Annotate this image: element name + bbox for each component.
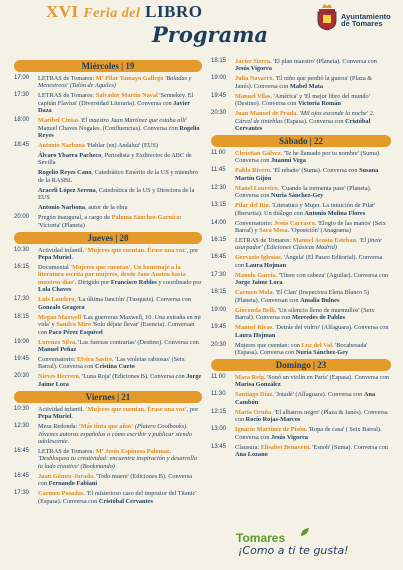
- entry-time: [14, 204, 38, 211]
- entry-description: [38, 473, 202, 488]
- entry-text-part: .: [71, 254, 73, 262]
- entry-text-part: . 'Las fuerzas contrarias' (Destino). Conversa con: [75, 338, 199, 346]
- entry-description: [38, 356, 202, 371]
- entry-text-part: Mara Reig: [235, 373, 264, 381]
- entry-text-part: Clausura:: [235, 443, 261, 451]
- entry-description: [38, 92, 202, 114]
- entry-description: [38, 117, 202, 139]
- entry-description: [38, 187, 202, 202]
- entry-text-part: Juanmi Vega: [271, 157, 306, 165]
- entry-time: 18:15: [211, 58, 227, 64]
- entry-description: [38, 314, 202, 336]
- entry-text-part: Santiago Díaz: [235, 391, 273, 399]
- entry-text-part: LETRAS de Tomares:: [38, 92, 96, 100]
- day-header: Sábado | 22: [211, 135, 391, 147]
- entry-description: [38, 142, 202, 149]
- entry-text-part: Mujeres que cuentan: con: [235, 341, 302, 349]
- entry-description: [38, 296, 202, 311]
- entry-description: [235, 391, 391, 406]
- entry-text-part: , autor de la obra: [85, 204, 128, 212]
- entry-text-part: . Dirigido por: [74, 278, 111, 286]
- fair-title-libro: LIBRO: [145, 2, 203, 21]
- entry-time: 17:30: [14, 296, 30, 303]
- entry-text-part: Jesús Carrasco: [274, 219, 315, 227]
- schedule-entry: [211, 409, 391, 424]
- entry-time: 19:00: [211, 306, 227, 313]
- entry-text-part: (Platero Coolbooks). Jóvenes autoras españolas o cómo escribir y publicar siendo adolescente.: [38, 423, 192, 445]
- schedule-entry: [211, 202, 391, 217]
- entry-text-part: Christian Gálvez: [235, 150, 281, 158]
- entry-description: [235, 444, 391, 459]
- entry-description: [235, 202, 391, 217]
- entry-description: [235, 342, 391, 357]
- entry-text-part: Manolo García: [235, 271, 276, 279]
- entry-description: [235, 254, 391, 269]
- entry-text-part: Lola Chaves: [38, 286, 72, 294]
- entry-text-part: . 'Detrás del vidrio' (Alfaguara). Conversa con: [272, 324, 389, 332]
- entry-time: [14, 152, 38, 167]
- entry-time: 13:15: [211, 202, 227, 209]
- entry-text-part: Mercedes de Pablos: [292, 314, 346, 322]
- entry-description: [38, 152, 202, 167]
- schedule-entry: [211, 237, 391, 252]
- entry-text-part: Actividad infantil.: [38, 246, 86, 254]
- entry-text-part: Laura Hojman: [235, 331, 276, 339]
- entry-description: [235, 150, 391, 165]
- entry-text-part: . 'El misterioso caso del impostor del Titanic' (Espasa). Conversa con: [38, 490, 197, 505]
- footer-brand: [236, 531, 396, 563]
- entry-text-part: Ana Cambón: [235, 391, 376, 406]
- entry-text-part: Jorge Jaime Lora: [38, 373, 202, 388]
- schedule-entry: [14, 75, 202, 90]
- entry-time: 16:15: [211, 237, 227, 244]
- entry-text-part: Jesús Vigorra: [235, 65, 272, 73]
- entry-text-part: Mª Jesús Espinosa Palomar: [95, 447, 170, 455]
- entry-text-part: . 'Literatura y Mujer. La intuición de Pilar' (Iberurtia). Un diálogo con: [235, 202, 376, 217]
- entry-text-part: . 'El jinete usurpador' (Ediciones Clásicas Madrid): [235, 237, 382, 252]
- entry-text-part: Gioconda Belli: [235, 306, 275, 314]
- entry-description: [38, 406, 202, 421]
- entry-text-part: . 'Todo muere' (Ediciones B). Conversa con: [38, 472, 192, 488]
- entry-text-part: Julia Navarro: [235, 75, 273, 83]
- entry-text-part: Manel Loureiro: [235, 184, 278, 192]
- entry-text-part: Luz del Val: [301, 341, 332, 349]
- schedule-entry: [14, 187, 202, 202]
- entry-description: [235, 324, 391, 339]
- entry-text-part: : 'Victoria' (Planeta): [38, 214, 182, 229]
- entry-text-part: . 'Bocabesada' (Espasa). Conversa con: [235, 341, 368, 356]
- entry-time: 13:45: [211, 443, 227, 450]
- entry-description: [38, 264, 202, 294]
- entry-time: 14:00: [211, 219, 227, 226]
- crest-icon: [316, 3, 338, 31]
- schedule-entry: [14, 92, 202, 114]
- entry-text-part: Antonio Narbona: [38, 142, 86, 150]
- schedule-entry: [211, 150, 391, 165]
- entry-text-part: Araceli López Serena: [38, 186, 96, 194]
- entry-text-part: Ana Lozano: [235, 450, 268, 458]
- entry-description: [38, 339, 202, 354]
- entry-text-part: 'Baladas y Menestreos' (Talón de Aquiles): [38, 75, 192, 90]
- programa-heading: Programa: [152, 22, 269, 47]
- entry-text-part: Actividad infantil.: [38, 405, 86, 413]
- entry-text-part: Paco Pérez Esquivel: [48, 328, 103, 336]
- schedule-entry: [211, 272, 391, 287]
- entry-description: [38, 247, 202, 262]
- schedule-entry: [14, 142, 202, 149]
- entry-text-part: María Oruña: [235, 408, 272, 416]
- entry-text-part: Lorenzo Silva: [38, 338, 76, 346]
- entry-text-part: .: [71, 413, 73, 421]
- entry-text-part: 'Más tinta que años': [78, 423, 134, 431]
- schedule-entry: [14, 473, 202, 488]
- schedule-entry: [14, 373, 202, 388]
- entry-time: 11:45: [211, 167, 226, 174]
- day-header: Domingo | 23: [211, 359, 391, 371]
- schedule-entry: [211, 342, 391, 357]
- entry-text-part: Manuel Vilas: [235, 92, 271, 100]
- entry-text-part: Gervasio Iglesias: [235, 254, 281, 262]
- schedule-entry: [211, 324, 391, 339]
- entry-text-part: . 'Jotadé' (Alfaguara). Conversa con: [272, 391, 364, 399]
- entry-time: 16:45: [14, 472, 30, 479]
- schedule-entry: [211, 75, 391, 90]
- brand-name: Tomares: [236, 531, 286, 545]
- entry-time: 19:00: [14, 338, 30, 345]
- entry-text-part: . 'El albatros negro' (Plaza & Janés). Conversa con: [235, 408, 388, 424]
- entry-text-part: Pilar del Río: [235, 202, 269, 210]
- entry-text-part: . 'Cuando la tormenta pase' (Planeta). Conversa con: [235, 184, 372, 200]
- entry-text-part: . 'El plan maestro' (Planeta). Conversa con: [270, 58, 377, 65]
- ayuntamiento-text: Ayuntamiento: [341, 12, 391, 21]
- entry-text-part: , por: [186, 405, 199, 413]
- entry-text-part: 'Mujeres que cuentan. Érase una voz': [85, 405, 187, 413]
- entry-time: 19:45: [211, 324, 227, 331]
- entry-text-part: Manuel Peñaz: [38, 345, 77, 353]
- schedule-entry: [14, 247, 202, 262]
- left-schedule-column: [14, 58, 202, 508]
- entry-text-part: . 'Mil ojos esconde la noche' 2. Cárcel de tinieblas: [235, 110, 375, 125]
- schedule-entry: [14, 314, 202, 336]
- entry-text-part: Megan Maxwell: [38, 313, 82, 321]
- schedule-entry: [211, 374, 391, 389]
- entry-description: [38, 423, 202, 445]
- entry-text-part: . 'Oposición' (Anagrama): [287, 227, 351, 235]
- entry-time: [14, 169, 38, 184]
- entry-text-part: Javier Daza: [38, 99, 190, 115]
- entry-text-part: . 'El Clan' (Inspectora Elena Blanco 5) (Planeta). Conversan con: [235, 289, 370, 304]
- entry-text-part: 'Sennekey. El capitán Flavius' (Diversidad Literaria). Conversa con: [38, 92, 194, 107]
- entry-text-part: Jesús Vigorra: [271, 433, 308, 441]
- entry-text-part: y coordinado por: [156, 278, 202, 286]
- entry-text-part: . 'América' y 'El mejor libro del mundo' (Destino). Conversa con: [235, 92, 370, 108]
- entry-text-part: Marisa González: [235, 381, 281, 389]
- schedule-entry: [211, 254, 391, 269]
- entry-time: 11:30: [211, 391, 226, 398]
- fair-title-feria: Feria del: [83, 6, 141, 21]
- entry-text-part: Laura Hojman: [245, 261, 287, 269]
- right-schedule-column: [211, 58, 391, 461]
- edition-number: XVI: [46, 2, 79, 21]
- entry-text-part: . 'Las violetas rabiosas' (Seix Barral). Conversa con: [38, 355, 185, 371]
- entry-description: [235, 307, 391, 322]
- entry-text-part: Rogelio Reyes: [38, 124, 200, 140]
- schedule-entry: [211, 426, 391, 441]
- entry-text-part: . 'Sonó un violín en París' (Espasa). Conversa con: [263, 373, 389, 381]
- day-header: Miércoles | 19: [14, 60, 202, 72]
- entry-text-part: 'Hablar (en) Andaluz' (EUS): [85, 142, 158, 150]
- entry-description: [38, 204, 202, 211]
- entry-time: 19:45: [14, 355, 30, 362]
- entry-text-part: Mesa Redonda:: [38, 423, 79, 431]
- entry-text-part: Álvaro Ybarra Pacheco: [38, 152, 102, 160]
- entry-text-part: 'El maestro Juan Martínez que estaba allí': [78, 117, 188, 125]
- entry-text-part: Juan Gómez-Jurado: [38, 472, 94, 480]
- entry-time: 11:00: [211, 373, 226, 380]
- entry-text-part: Francisco Robles: [110, 278, 157, 286]
- entry-text-part: Rocío Rojas-Marcos: [245, 416, 301, 424]
- entry-description: [235, 185, 391, 200]
- entry-text-part: Nuria Sánchez-Gey: [271, 192, 324, 200]
- entry-time: 19:45: [211, 92, 227, 99]
- city-council-label: [341, 13, 391, 27]
- entry-description: [235, 110, 391, 132]
- entry-text-part: Mª Pilar Tamayo Gallego: [95, 75, 164, 82]
- entry-text-part: Carmen Mola: [235, 289, 273, 297]
- entry-text-part: . 'Ropa de casa' ( Seix Barral). Conversa con: [235, 426, 382, 441]
- entry-text-part: Susana Martín Gijón: [235, 167, 379, 182]
- fair-title: [46, 2, 202, 22]
- schedule-entry: [211, 167, 391, 182]
- entry-text-part: Paloma Sánchez-Garnica: [111, 214, 180, 222]
- entry-text-part: . 'El niño que perdió la guerra' (Plaza & Janés). Conversa con: [235, 75, 373, 90]
- schedule-entry: [14, 214, 202, 229]
- entry-time: [14, 187, 38, 202]
- entry-text-part: 'Mujeres que cuentan. Érase una voz': [85, 246, 187, 254]
- schedule-entry: [211, 220, 391, 235]
- entry-description: [38, 214, 202, 229]
- entry-text-part: Conversatorio:: [38, 355, 77, 363]
- schedule-entry: [14, 169, 202, 184]
- entry-text-part: Pepa Muriel: [38, 254, 72, 262]
- schedule-entry: [14, 448, 202, 470]
- entry-time: 17:00: [14, 75, 30, 81]
- entry-text-part: Pablo Rivero: [235, 167, 271, 175]
- schedule-entry: [211, 444, 391, 459]
- entry-description: [235, 167, 391, 182]
- entry-text-part: Manuel Rivas: [235, 324, 273, 332]
- schedule-entry: [14, 423, 202, 445]
- header: [0, 0, 403, 58]
- schedule-entry: [211, 185, 391, 200]
- entry-description: [38, 490, 202, 505]
- entry-time: 10:30: [14, 246, 30, 253]
- schedule-entry: [14, 339, 202, 354]
- entry-text-part: Ignacio Martínez de Pisón: [235, 426, 306, 434]
- schedule-entry: [14, 406, 202, 421]
- entry-text-part: . 'El rebaño' (Suma). Conversa con: [270, 167, 360, 175]
- entry-text-part: Maribel Cintas: [38, 117, 79, 125]
- entry-description: [235, 272, 391, 287]
- entry-description: [235, 374, 391, 389]
- entry-time: 18:15: [211, 289, 227, 296]
- entry-text-part: Gonzalo Gragera: [38, 303, 85, 311]
- entry-text-part: Elvira Sastre: [77, 355, 113, 363]
- entry-text-part: Javier Sierra: [235, 58, 271, 65]
- entry-time: 18:00: [14, 117, 30, 124]
- schedule-entry: [14, 152, 202, 167]
- entry-text-part: Conversatorio:: [235, 219, 274, 227]
- entry-time: 12:15: [211, 408, 227, 415]
- entry-text-part: , por: [186, 246, 199, 254]
- entry-text-part: . 'Títere con cabeza' (Aguilar). Conversa con: [275, 271, 389, 279]
- entry-time: 10:30: [14, 405, 30, 412]
- entry-description: [38, 448, 202, 470]
- schedule-entry: [211, 110, 391, 132]
- entry-time: 12:30: [14, 423, 30, 430]
- entry-text-part: Elisabet Benavent: [260, 443, 310, 451]
- schedule-entry: [14, 356, 202, 371]
- entry-text-part: Luis Landero: [38, 296, 75, 304]
- entry-time: 16:45: [14, 447, 30, 454]
- entry-description: [235, 58, 391, 73]
- entry-text-part: LETRAS de Tomares:: [38, 75, 96, 82]
- entry-text-part: Pregón inaugural, a cargo de: [38, 214, 112, 222]
- entry-text-part: , Periodista y Exdirector de ABC de Sevilla: [38, 152, 192, 167]
- day-header: Viernes | 21: [14, 391, 202, 403]
- entry-text-part: Documental: [38, 264, 71, 272]
- entry-time: 20:30: [211, 110, 227, 117]
- entry-time: 17:30: [211, 271, 227, 278]
- entry-time: 11:00: [211, 150, 226, 157]
- entry-text-part: Cristóbal Cervantes: [98, 497, 153, 505]
- entry-text-part: . 'Esnob' (Suma). Conversa con: [309, 443, 389, 451]
- entry-description: [38, 75, 202, 90]
- entry-text-part: LETRAS de Tomares:: [38, 447, 96, 455]
- leaf-icon: [300, 527, 310, 537]
- entry-text-part: Nuria Sánchez-Gey: [295, 348, 349, 356]
- schedule-entry: [14, 204, 202, 211]
- entry-text-part: Cristóbal Cervantes: [235, 117, 371, 133]
- entry-text-part: Juan Manuel de Prada: [235, 110, 297, 118]
- entry-description: [38, 169, 202, 184]
- entry-description: [235, 409, 391, 424]
- entry-text-part: Sandra Miró: [56, 321, 92, 329]
- entry-time: 20:30: [211, 341, 227, 348]
- entry-text-part: . 'Te he llamado por tu nombre' (Suma). Conversa con: [235, 150, 381, 165]
- schedule-entry: [14, 490, 202, 505]
- entry-text-part: . 'Elogio de las manos' (Seix Barral) y: [235, 219, 386, 235]
- entry-text-part: . 'Luna Roja' (Ediciones B). Conversa con: [78, 373, 187, 381]
- schedule-entry: [14, 296, 202, 311]
- entry-text-part: Victoria Román: [297, 100, 341, 108]
- entry-text-part: Mabel Mata: [289, 82, 323, 90]
- entry-time: 18:15: [14, 313, 30, 320]
- entry-text-part: Antonio Narbona: [38, 204, 86, 212]
- entry-text-part: Amalia Bulnes: [300, 296, 340, 304]
- schedule-entry: [14, 117, 202, 139]
- entry-text-part: Salvador Martín Naval: [95, 92, 158, 100]
- entry-text-part: Sara Mesa: [259, 227, 288, 235]
- entry-description: [235, 426, 391, 441]
- entry-text-part: LETRAS de Tomares:: [235, 237, 293, 245]
- entry-description: [235, 220, 391, 235]
- entry-text-part: Fernando Fabiani: [48, 480, 98, 488]
- entry-text-part: 'Las guerreras Maxwell, 10. Una extraña en mi vida' y: [38, 313, 201, 329]
- entry-text-part: Antonio Molina Flores: [304, 209, 366, 217]
- entry-text-part: (Espasa). Conversa con: [282, 117, 346, 125]
- entry-text-part: . 'Desbloquea tu creatividad: encuentra inspiración y desarrolla tu lado creativo' (Bookmundo): [38, 447, 197, 470]
- entry-text-part: Manuel Chaves Nogales. (Confluencias). Conversa con: [38, 124, 180, 132]
- entry-time: 18:45: [14, 142, 30, 149]
- entry-description: [235, 93, 391, 108]
- schedule-entry: [211, 58, 391, 73]
- entry-text-part: Nieves Herrero: [38, 373, 79, 381]
- entry-time: 19:00: [211, 75, 227, 82]
- entry-text-part: , Catedrática de la US y Directora de la EUS: [38, 186, 195, 202]
- entry-time: 20:30: [14, 373, 30, 380]
- entry-time: 17:30: [14, 490, 30, 497]
- entry-time: 12:30: [211, 184, 227, 191]
- entry-time: 16:15: [14, 264, 30, 271]
- schedule-entry: [211, 93, 391, 108]
- schedule-entry: [14, 264, 202, 294]
- entry-text-part: , 'La última función' (Tusquets). Conversa con: [74, 296, 191, 304]
- entry-text-part: Pepa Muriel: [38, 413, 72, 421]
- schedule-entry: [211, 289, 391, 304]
- entry-text-part: . 'Ángela' (El Paseo Editorial). Conversa con: [235, 254, 383, 269]
- entry-description: [38, 373, 202, 388]
- entry-time: 13:00: [211, 426, 227, 433]
- entry-text-part: . 'Un silencio lleno de murmullos' (Seix Barral). Conversa con: [235, 306, 375, 322]
- entry-description: [235, 237, 391, 252]
- entry-description: [235, 289, 391, 304]
- entry-text-part: Carmen Posadas: [38, 490, 84, 498]
- entry-text-part: , Catedrático Emérito de la US y miembro de la RASBL: [38, 169, 198, 184]
- entry-description: [235, 75, 391, 90]
- day-header: Jueves | 20: [14, 232, 202, 244]
- entry-text-part: Jorge Jaime Lora: [235, 279, 283, 287]
- entry-time: 16:45: [211, 254, 227, 261]
- brand-slogan: ¡Como a ti te gusta!: [238, 544, 349, 557]
- entry-text-part: Rogelio Reyes Cano: [38, 169, 92, 177]
- entry-time: 17:30: [14, 92, 30, 99]
- entry-text-part: Manuel Acosta Esteban: [292, 237, 357, 245]
- entry-text-part: 'Solo déjate llevar' (Esencia). Conversan con: [38, 321, 195, 336]
- entry-time: 20:00: [14, 214, 30, 221]
- entry-text-part: Cristina Cueto: [95, 363, 135, 371]
- de-tomares-text: de Tomares: [341, 19, 383, 28]
- schedule-entry: [211, 391, 391, 406]
- entry-text-part: 'Mujeres que cuentan'. Un homenaje a la literatura escrita por mujeres, desde Jane Austen hasta nuestros días': [38, 264, 186, 286]
- schedule-entry: [211, 307, 391, 322]
